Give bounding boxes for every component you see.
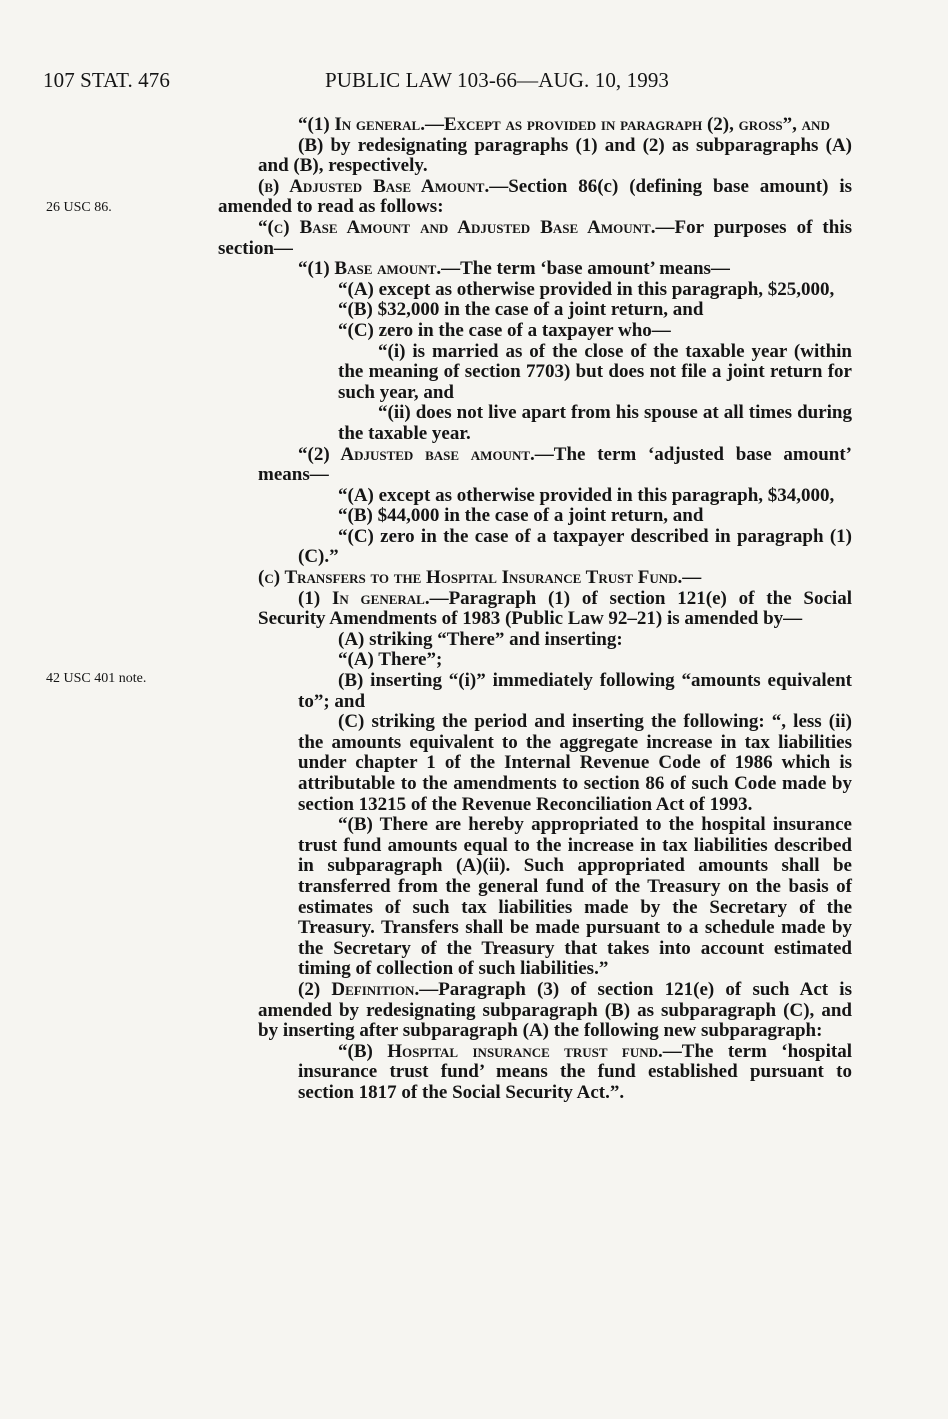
clause-c-zero-described: “(C) zero in the case of a taxpayer described in paragraph (1)(C).” [298, 525, 852, 568]
statute-body [218, 115, 852, 1104]
para-2-definition-text: —Paragraph (3) of section 121(e) of such Act is amended by redesignating subparagraph (B) as subparagraph (C), and by inserting after subparagraph (A) the following new subparagraph: [258, 978, 852, 1042]
margin-note-42-usc-401: 42 USC 401 note. [46, 671, 147, 686]
clause-i-married: “(i) is married as of the close of the taxable year (within the meaning of section 7703) but does not file a joint return for such year, and [338, 340, 852, 403]
heading-transfers-trust-fund: (c) Transfers to the Hospital Insurance Trust Fund. [258, 567, 683, 589]
heading-adjusted-base-amount-2: “(2) Adjusted base amount. [298, 443, 535, 465]
heading-base-amount: “(1) Base amount. [298, 258, 442, 280]
para-1-base-amount [218, 259, 852, 280]
clause-b-appropriated: “(B) There are hereby appropriated to the hospital insurance trust fund amounts equal to the increase in tax liabilities described in subparagraph (A)(ii). Such appropriated amounts shall be transferred from the general fund of the Treasury on the basis of estimates of such tax liabilities made by the Secretary of the Treasury. Transfers shall be made pursuant to a schedule made by the Secretary of the Treasury that takes into account estimated timing of collection of such liabilities.” [298, 814, 852, 980]
clause-b-hospital-trust-fund [218, 1042, 852, 1104]
clause-a-striking-there: (A) striking “There” and inserting: [338, 628, 623, 650]
para-c-transfers [218, 568, 852, 589]
para-b-adjusted-base-amount [218, 177, 852, 218]
para-c-text: —For purposes of this section— [218, 216, 852, 259]
para-1-in-general [218, 115, 852, 136]
clause-a-34000: “(A) except as otherwise provided in this paragraph, $34,000, [338, 484, 835, 506]
page-number-header: 107 STAT. 476 [43, 68, 170, 92]
clause-b-inserting-i: (B) inserting “(i)” immediately following “amounts equivalent to”; and [298, 670, 852, 712]
running-header: PUBLIC LAW 103-66—AUG. 10, 1993 [325, 68, 670, 92]
para-1-text: “(1) In general.—Except as provided in paragraph (2), gross”, and [298, 114, 830, 135]
heading-adjusted-base-amount: (b) Adjusted Base Amount. [258, 175, 490, 197]
para-2-text: —The term ‘adjusted base amount’ means— [258, 443, 852, 486]
para-1-amendments-text: —Paragraph (1) of section 121(e) of the Social Security Amendments of 1983 (Public Law 92–21) is amended by— [258, 587, 852, 630]
para-c-transfers-dash: — [682, 567, 702, 589]
clause-b-32000: “(B) $32,000 in the case of a joint return, and [338, 299, 704, 321]
margin-note-26-usc-86: 26 USC 86. [46, 200, 112, 215]
clause-ii-apart: “(ii) does not live apart from his spouse at all times during the taxable year. [338, 402, 852, 444]
clause-c-striking-period: (C) striking the period and inserting the following: “, less (ii) the amounts equivalent to the aggregate increase in tax liabilities under chapter 1 of the Internal Revenue Code of 1986 which is attributable to the amendments to section 86 of such Code made by section 13215 of the Revenue Reconciliation Act of 1993. [298, 711, 852, 815]
heading-definition: (2) Definition. [298, 978, 420, 1000]
clause-a-25000: “(A) except as otherwise provided in this paragraph, $25,000, [338, 278, 835, 300]
para-c-base-amount-definition [218, 218, 852, 259]
para-1-base-amount-text: —The term ‘base amount’ means— [441, 258, 730, 280]
para-1-in-general-amendments [218, 589, 852, 630]
clause-a-there: “(A) There”; [338, 649, 443, 671]
clause-c-zero: “(C) zero in the case of a taxpayer who— [338, 319, 671, 341]
heading-in-general: (1) In general. [298, 587, 430, 609]
heading-base-amount-and-adjusted: “(c) Base Amount and Adjusted Base Amount. [258, 216, 656, 238]
para-2-adjusted-base-amount [218, 445, 852, 486]
clause-b-44000: “(B) $44,000 in the case of a joint return, and [338, 505, 704, 527]
para-b-redesignating: (B) by redesignating paragraphs (1) and (2) as subparagraphs (A) and (B), respectively. [258, 134, 852, 177]
para-b-text: —Section 86(c) (defining base amount) is amended to read as follows: [218, 175, 852, 218]
clause-b-hospital-text: —The term ‘hospital insurance trust fund’ means the fund established pursuant to section 1817 of the Social Security Act.”. [298, 1040, 852, 1103]
para-2-definition [218, 980, 852, 1042]
heading-hospital-trust-fund: “(B) Hospital insurance trust fund. [338, 1040, 663, 1062]
